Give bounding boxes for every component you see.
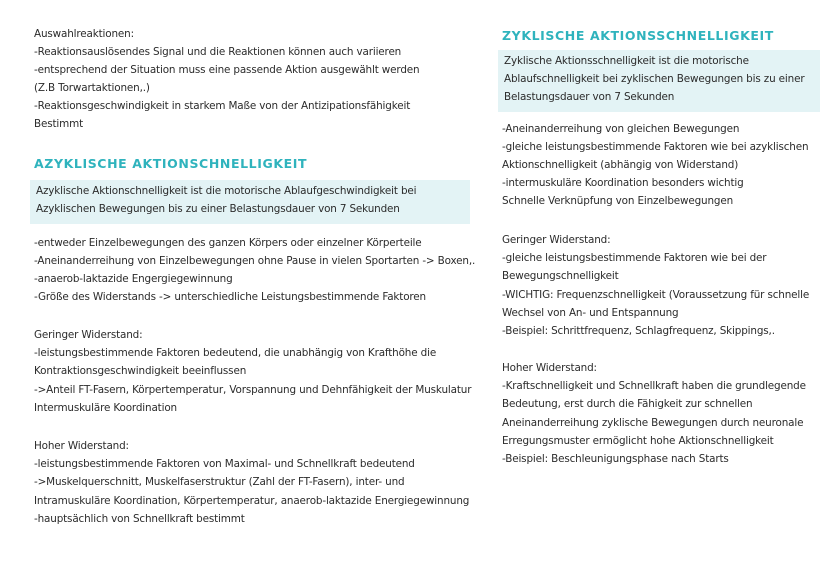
text-line: ->Anteil FT-Fasern, Körpertemperatur, Vorspannung und Dehnfähigkeit der Muskulatur xyxy=(34,384,472,396)
section-heading: AZYKLISCHE AKTIONSCHNELLIGKEIT xyxy=(34,156,308,171)
text-line: Azyklische Aktionschnelligkeit ist die motorische Ablaufgeschwindigkeit bei xyxy=(36,185,417,197)
text-line: (Z.B Torwartaktionen,.) xyxy=(34,82,150,94)
text-line: Bestimmt xyxy=(34,118,84,130)
text-line: -Reaktionsauslösendes Signal und die Reaktionen können auch variieren xyxy=(34,46,402,58)
text-line: Bewegungschnelligkeit xyxy=(502,270,619,282)
text-line: -gleiche leistungsbestimmende Faktoren wie bei azyklischen xyxy=(502,141,809,153)
text-line: -Beispiel: Beschleunigungsphase nach Starts xyxy=(502,453,729,465)
text-line: -Aneinanderreihung von Einzelbewegungen ohne Pause in vielen Sportarten -> Boxen,. xyxy=(34,255,476,267)
text-line: -gleiche leistungsbestimmende Faktoren wie bei der xyxy=(502,252,767,264)
text-line: -Reaktionsgeschwindigkeit in starkem Maße von der Antizipationsfähigkeit xyxy=(34,100,411,112)
text-line: -intermuskuläre Koordination besonders wichtig xyxy=(502,177,744,189)
text-line: -leistungsbestimmende Faktoren bedeutend, die unabhängig von Krafthöhe die xyxy=(34,347,437,359)
text-line: Intramuskuläre Koordination, Körpertemperatur, anaerob-laktazide Energiegewinnung xyxy=(34,495,470,507)
text-line: Aktionschnelligkeit (abhängig von Widerstand) xyxy=(502,159,739,171)
text-line: Zyklische Aktionsschnelligkeit ist die motorische xyxy=(504,55,749,67)
text-line: Azyklischen Bewegungen bis zu einer Belastungsdauer von 7 Sekunden xyxy=(36,203,400,215)
definition-box xyxy=(498,50,820,112)
text-line: -entweder Einzelbewegungen des ganzen Körpers oder einzelner Körperteile xyxy=(34,237,422,249)
text-line: Aneinanderreihung zyklische Bewegungen durch neuronale xyxy=(502,417,804,429)
text-line: ->Muskelquerschnitt, Muskelfaserstruktur (Zahl der FT-Fasern), inter- und xyxy=(34,476,405,488)
text-line: Wechsel von An- und Entspannung xyxy=(502,307,679,319)
text-line: Erregungsmuster ermöglicht hohe Aktionschnelligkeit xyxy=(502,435,774,447)
text-line: Schnelle Verknüpfung von Einzelbewegungen xyxy=(502,195,734,207)
text-line: -WICHTIG: Frequenzschnelligkeit (Voraussetzung für schnelle xyxy=(502,289,810,301)
text-line: Ablaufschnelligkeit bei zyklischen Bewegungen bis zu einer xyxy=(504,73,805,85)
text-line: -anaerob-laktazide Engergiegewinnung xyxy=(34,273,233,285)
text-line: -Kraftschnelligkeit und Schnellkraft haben die grundlegende xyxy=(502,380,806,392)
text-line: Intermuskuläre Koordination xyxy=(34,402,177,414)
text-line: -Größe des Widerstands -> unterschiedliche Leistungsbestimmende Faktoren xyxy=(34,291,426,303)
definition-box xyxy=(30,180,470,224)
text-line: Kontraktionsgeschwindigkeit beeinflussen xyxy=(34,365,247,377)
text-line: Bedeutung, erst durch die Fähigkeit zur schnellen xyxy=(502,398,753,410)
text-line: Auswahlreaktionen: xyxy=(34,28,134,40)
section-heading: ZYKLISCHE AKTIONSSCHNELLIGKEIT xyxy=(502,28,774,43)
text-line: Geringer Widerstand: xyxy=(34,329,143,341)
text-line: Hoher Widerstand: xyxy=(34,440,129,452)
text-line: -Beispiel: Schrittfrequenz, Schlagfrequenz, Skippings,. xyxy=(502,325,775,337)
text-line: Hoher Widerstand: xyxy=(502,362,597,374)
text-line: -leistungsbestimmende Faktoren von Maximal- und Schnellkraft bedeutend xyxy=(34,458,415,470)
text-line: -entsprechend der Situation muss eine passende Aktion ausgewählt werden xyxy=(34,64,420,76)
text-line: Belastungsdauer von 7 Sekunden xyxy=(504,91,675,103)
text-line: Geringer Widerstand: xyxy=(502,234,611,246)
text-line: -Aneinanderreihung von gleichen Bewegungen xyxy=(502,123,740,135)
text-line: -hauptsächlich von Schnellkraft bestimmt xyxy=(34,513,245,525)
